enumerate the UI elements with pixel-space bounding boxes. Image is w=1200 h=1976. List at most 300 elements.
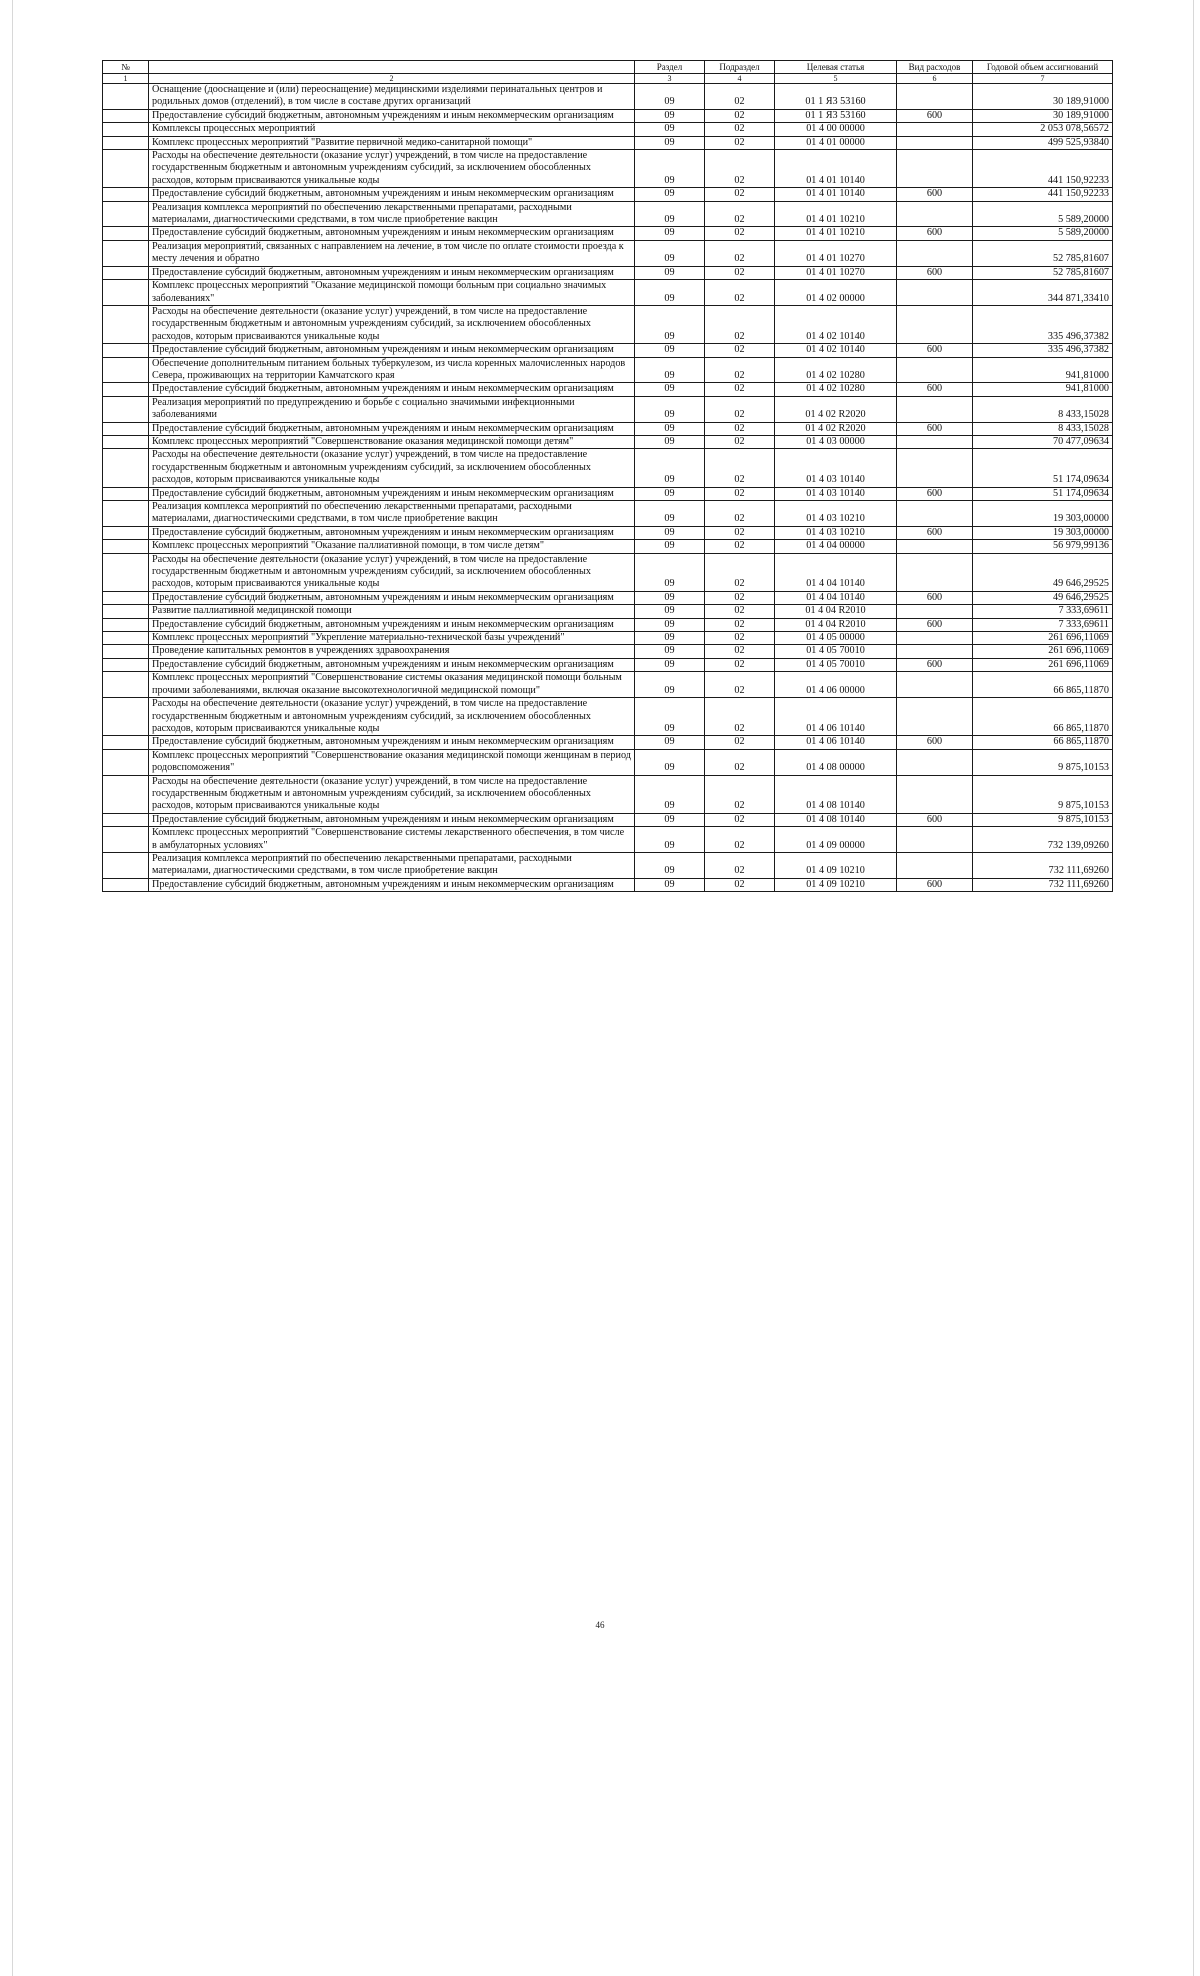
table-row: [103, 280, 1113, 306]
row-name-cell: Расходы на обеспечение деятельности (оказание услуг) учреждений, в том числе на предоставление государственным бюджетным и автономным учреждениям субсидий, за исключением обособленных расходов, которым присваиваются уникальные коды: [149, 553, 635, 591]
row-amount-cell: 7 333,69611: [973, 605, 1113, 618]
row-expense-cell: [897, 84, 973, 110]
row-expense-cell: 600: [897, 618, 973, 631]
row-number-cell: [103, 422, 149, 435]
row-podrazdel-cell: 02: [705, 227, 775, 240]
header-volume: Годовой объем ассигнований: [973, 61, 1113, 74]
row-razdel-cell: 09: [635, 240, 705, 266]
row-razdel-cell: 09: [635, 201, 705, 227]
row-expense-cell: [897, 240, 973, 266]
row-expense-cell: [897, 632, 973, 645]
row-number-cell: [103, 383, 149, 396]
row-target-cell: 01 4 06 10140: [775, 736, 897, 749]
row-podrazdel-cell: 02: [705, 658, 775, 671]
row-name-cell: Обеспечение дополнительным питанием больных туберкулезом, из числа коренных малочисленных народов Севера, проживающих на территории Камчатского края: [149, 357, 635, 383]
row-amount-cell: 66 865,11870: [973, 672, 1113, 698]
row-name-cell: Комплекс процессных мероприятий "Развитие первичной медико-санитарной помощи": [149, 136, 635, 149]
row-expense-cell: [897, 136, 973, 149]
row-target-cell: 01 4 02 10140: [775, 305, 897, 343]
row-target-cell: 01 4 02 00000: [775, 280, 897, 306]
row-name-cell: Предоставление субсидий бюджетным, автономным учреждениям и иным некоммерческим организациям: [149, 344, 635, 357]
row-razdel-cell: 09: [635, 357, 705, 383]
row-name-cell: Комплекс процессных мероприятий "Укрепление материально-технической базы учреждений": [149, 632, 635, 645]
row-razdel-cell: 09: [635, 813, 705, 826]
header-name: [149, 61, 635, 74]
row-podrazdel-cell: 02: [705, 344, 775, 357]
table-row: [103, 749, 1113, 775]
row-amount-cell: 9 875,10153: [973, 749, 1113, 775]
row-name-cell: Предоставление субсидий бюджетным, автономным учреждениям и иным некоммерческим организациям: [149, 422, 635, 435]
row-podrazdel-cell: 02: [705, 201, 775, 227]
row-amount-cell: 441 150,92233: [973, 188, 1113, 201]
row-target-cell: 01 4 09 10210: [775, 878, 897, 891]
row-razdel-cell: 09: [635, 605, 705, 618]
table-row: [103, 698, 1113, 736]
row-amount-cell: 261 696,11069: [973, 632, 1113, 645]
row-amount-cell: 66 865,11870: [973, 736, 1113, 749]
row-expense-cell: [897, 645, 973, 658]
row-amount-cell: 941,81000: [973, 383, 1113, 396]
row-number-cell: [103, 698, 149, 736]
table-row: [103, 852, 1113, 878]
row-target-cell: 01 4 08 10140: [775, 775, 897, 813]
row-amount-cell: 49 646,29525: [973, 591, 1113, 604]
row-podrazdel-cell: 02: [705, 487, 775, 500]
header-expense: Вид расходов: [897, 61, 973, 74]
table-row: [103, 109, 1113, 122]
table-row: [103, 591, 1113, 604]
header-row: [103, 61, 1113, 74]
row-razdel-cell: 09: [635, 449, 705, 487]
row-razdel-cell: 09: [635, 109, 705, 122]
row-podrazdel-cell: 02: [705, 280, 775, 306]
row-expense-cell: 600: [897, 878, 973, 891]
row-target-cell: 01 4 02 R2020: [775, 396, 897, 422]
row-amount-cell: 7 333,69611: [973, 618, 1113, 631]
row-target-cell: 01 1 Я3 53160: [775, 109, 897, 122]
row-amount-cell: 19 303,00000: [973, 526, 1113, 539]
row-amount-cell: 9 875,10153: [973, 813, 1113, 826]
row-name-cell: Предоставление субсидий бюджетным, автономным учреждениям и иным некоммерческим организациям: [149, 878, 635, 891]
row-number-cell: [103, 280, 149, 306]
table-row: [103, 240, 1113, 266]
row-name-cell: Проведение капитальных ремонтов в учреждениях здравоохранения: [149, 645, 635, 658]
row-expense-cell: [897, 305, 973, 343]
row-amount-cell: 52 785,81607: [973, 240, 1113, 266]
row-target-cell: 01 4 05 70010: [775, 645, 897, 658]
row-target-cell: 01 4 01 10140: [775, 188, 897, 201]
row-amount-cell: 941,81000: [973, 357, 1113, 383]
row-expense-cell: 600: [897, 658, 973, 671]
row-podrazdel-cell: 02: [705, 435, 775, 448]
row-razdel-cell: 09: [635, 487, 705, 500]
row-number-cell: [103, 357, 149, 383]
row-podrazdel-cell: 02: [705, 109, 775, 122]
row-target-cell: 01 4 06 10140: [775, 698, 897, 736]
row-razdel-cell: 09: [635, 383, 705, 396]
row-expense-cell: [897, 201, 973, 227]
row-razdel-cell: 09: [635, 736, 705, 749]
row-name-cell: Предоставление субсидий бюджетным, автономным учреждениям и иным некоммерческим организациям: [149, 266, 635, 279]
row-target-cell: 01 4 01 10270: [775, 266, 897, 279]
header-no: №: [103, 61, 149, 74]
page-number: 46: [595, 1620, 605, 1630]
table-row: [103, 188, 1113, 201]
row-name-cell: Развитие паллиативной медицинской помощи: [149, 605, 635, 618]
row-razdel-cell: 09: [635, 123, 705, 136]
row-podrazdel-cell: 02: [705, 698, 775, 736]
column-number: 2: [149, 74, 635, 84]
row-podrazdel-cell: 02: [705, 84, 775, 110]
row-podrazdel-cell: 02: [705, 136, 775, 149]
row-podrazdel-cell: 02: [705, 749, 775, 775]
row-expense-cell: [897, 852, 973, 878]
row-expense-cell: 600: [897, 487, 973, 500]
row-name-cell: Комплекс процессных мероприятий "Совершенствование системы лекарственного обеспечения, в том числе в амбулаторных условиях": [149, 827, 635, 853]
column-number: 7: [973, 74, 1113, 84]
row-target-cell: 01 4 01 00000: [775, 136, 897, 149]
row-number-cell: [103, 878, 149, 891]
row-podrazdel-cell: 02: [705, 813, 775, 826]
row-expense-cell: 600: [897, 526, 973, 539]
row-amount-cell: 732 111,69260: [973, 852, 1113, 878]
row-expense-cell: 600: [897, 591, 973, 604]
row-razdel-cell: 09: [635, 645, 705, 658]
row-expense-cell: 600: [897, 266, 973, 279]
row-target-cell: 01 4 05 00000: [775, 632, 897, 645]
row-expense-cell: [897, 827, 973, 853]
row-name-cell: Реализация комплекса мероприятий по обеспечению лекарственными препаратами, расходными материалами, диагностическими средствами, в том числе приобретение вакцин: [149, 852, 635, 878]
row-amount-cell: 5 589,20000: [973, 227, 1113, 240]
row-name-cell: Предоставление субсидий бюджетным, автономным учреждениям и иным некоммерческим организациям: [149, 813, 635, 826]
table-row: [103, 672, 1113, 698]
row-razdel-cell: 09: [635, 266, 705, 279]
row-target-cell: 01 4 02 10140: [775, 344, 897, 357]
row-number-cell: [103, 775, 149, 813]
header-podrazdel: Подраздел: [705, 61, 775, 74]
header-target: Целевая статья: [775, 61, 897, 74]
row-target-cell: 01 4 06 00000: [775, 672, 897, 698]
row-number-cell: [103, 123, 149, 136]
row-number-cell: [103, 526, 149, 539]
row-expense-cell: [897, 540, 973, 553]
column-number: 5: [775, 74, 897, 84]
table-row: [103, 736, 1113, 749]
row-name-cell: Предоставление субсидий бюджетным, автономным учреждениям и иным некоммерческим организациям: [149, 383, 635, 396]
row-amount-cell: 9 875,10153: [973, 775, 1113, 813]
row-number-cell: [103, 749, 149, 775]
row-name-cell: Предоставление субсидий бюджетным, автономным учреждениям и иным некоммерческим организациям: [149, 591, 635, 604]
row-target-cell: 01 4 02 R2020: [775, 422, 897, 435]
row-expense-cell: [897, 449, 973, 487]
row-target-cell: 01 4 03 00000: [775, 435, 897, 448]
row-target-cell: 01 4 03 10210: [775, 501, 897, 527]
row-number-cell: [103, 84, 149, 110]
row-podrazdel-cell: 02: [705, 618, 775, 631]
row-expense-cell: 600: [897, 109, 973, 122]
row-expense-cell: [897, 501, 973, 527]
row-name-cell: Комплекс процессных мероприятий "Совершенствование системы оказания медицинской помощи больным прочими заболеваниями, включая оказание высокотехнологичной медицинской помощи": [149, 672, 635, 698]
row-name-cell: Расходы на обеспечение деятельности (оказание услуг) учреждений, в том числе на предоставление государственным бюджетным и автономным учреждениям субсидий, за исключением обособленных расходов, которым присваиваются уникальные коды: [149, 150, 635, 188]
table-row: [103, 449, 1113, 487]
row-number-cell: [103, 852, 149, 878]
row-amount-cell: 499 525,93840: [973, 136, 1113, 149]
row-number-cell: [103, 605, 149, 618]
row-number-cell: [103, 201, 149, 227]
table-row: [103, 632, 1113, 645]
row-razdel-cell: 09: [635, 188, 705, 201]
row-expense-cell: [897, 553, 973, 591]
row-expense-cell: 600: [897, 422, 973, 435]
row-podrazdel-cell: 02: [705, 526, 775, 539]
row-number-cell: [103, 240, 149, 266]
table-row: [103, 501, 1113, 527]
row-podrazdel-cell: 02: [705, 357, 775, 383]
row-razdel-cell: 09: [635, 852, 705, 878]
row-razdel-cell: 09: [635, 526, 705, 539]
row-number-cell: [103, 150, 149, 188]
row-name-cell: Предоставление субсидий бюджетным, автономным учреждениям и иным некоммерческим организациям: [149, 227, 635, 240]
row-target-cell: 01 4 03 10210: [775, 526, 897, 539]
table-row: [103, 540, 1113, 553]
row-target-cell: 01 4 01 10270: [775, 240, 897, 266]
row-target-cell: 01 4 01 10210: [775, 227, 897, 240]
row-name-cell: Предоставление субсидий бюджетным, автономным учреждениям и иным некоммерческим организациям: [149, 188, 635, 201]
table-row: [103, 813, 1113, 826]
row-target-cell: 01 4 01 10140: [775, 150, 897, 188]
row-amount-cell: 8 433,15028: [973, 396, 1113, 422]
row-name-cell: Расходы на обеспечение деятельности (оказание услуг) учреждений, в том числе на предоставление государственным бюджетным и автономным учреждениям субсидий, за исключением обособленных расходов, которым присваиваются уникальные коды: [149, 449, 635, 487]
row-target-cell: 01 4 04 10140: [775, 591, 897, 604]
row-amount-cell: 5 589,20000: [973, 201, 1113, 227]
row-razdel-cell: 09: [635, 878, 705, 891]
row-number-cell: [103, 618, 149, 631]
column-number: 1: [103, 74, 149, 84]
row-number-cell: [103, 109, 149, 122]
row-number-cell: [103, 344, 149, 357]
row-amount-cell: 732 111,69260: [973, 878, 1113, 891]
row-name-cell: Предоставление субсидий бюджетным, автономным учреждениям и иным некоммерческим организациям: [149, 736, 635, 749]
row-number-cell: [103, 396, 149, 422]
row-target-cell: 01 4 04 10140: [775, 553, 897, 591]
row-expense-cell: 600: [897, 188, 973, 201]
row-name-cell: Реализация мероприятий, связанных с направлением на лечение, в том числе по оплате стоимости проезда к месту лечения и обратно: [149, 240, 635, 266]
row-amount-cell: 2 053 078,56572: [973, 123, 1113, 136]
row-target-cell: 01 4 08 00000: [775, 749, 897, 775]
row-number-cell: [103, 672, 149, 698]
row-podrazdel-cell: 02: [705, 632, 775, 645]
row-expense-cell: [897, 396, 973, 422]
row-podrazdel-cell: 02: [705, 672, 775, 698]
row-amount-cell: 8 433,15028: [973, 422, 1113, 435]
row-razdel-cell: 09: [635, 672, 705, 698]
row-expense-cell: [897, 150, 973, 188]
row-name-cell: Комплекс процессных мероприятий "Совершенствование оказания медицинской помощи детям": [149, 435, 635, 448]
row-expense-cell: [897, 357, 973, 383]
row-number-cell: [103, 632, 149, 645]
row-podrazdel-cell: 02: [705, 266, 775, 279]
row-razdel-cell: 09: [635, 553, 705, 591]
row-podrazdel-cell: 02: [705, 645, 775, 658]
row-number-cell: [103, 813, 149, 826]
row-amount-cell: 335 496,37382: [973, 344, 1113, 357]
table-row: [103, 605, 1113, 618]
row-expense-cell: [897, 280, 973, 306]
row-name-cell: Предоставление субсидий бюджетным, автономным учреждениям и иным некоммерческим организациям: [149, 526, 635, 539]
row-podrazdel-cell: 02: [705, 240, 775, 266]
table-row: [103, 344, 1113, 357]
row-razdel-cell: 09: [635, 827, 705, 853]
column-number: 4: [705, 74, 775, 84]
row-razdel-cell: 09: [635, 540, 705, 553]
row-number-cell: [103, 658, 149, 671]
row-target-cell: 01 4 02 10280: [775, 383, 897, 396]
row-podrazdel-cell: 02: [705, 422, 775, 435]
row-razdel-cell: 09: [635, 618, 705, 631]
row-podrazdel-cell: 02: [705, 827, 775, 853]
table-row: [103, 658, 1113, 671]
table-row: [103, 827, 1113, 853]
row-razdel-cell: 09: [635, 422, 705, 435]
row-number-cell: [103, 266, 149, 279]
row-name-cell: Предоставление субсидий бюджетным, автономным учреждениям и иным некоммерческим организациям: [149, 658, 635, 671]
table-row: [103, 775, 1113, 813]
row-expense-cell: [897, 749, 973, 775]
row-amount-cell: 49 646,29525: [973, 553, 1113, 591]
row-target-cell: 01 4 09 10210: [775, 852, 897, 878]
page-edge-left: [12, 0, 13, 1976]
row-razdel-cell: 09: [635, 698, 705, 736]
row-number-cell: [103, 227, 149, 240]
row-name-cell: Комплекс процессных мероприятий "Оказание паллиативной помощи, в том числе детям": [149, 540, 635, 553]
row-amount-cell: 261 696,11069: [973, 645, 1113, 658]
table-row: [103, 396, 1113, 422]
page-edge-right: [1193, 0, 1194, 1976]
row-name-cell: Предоставление субсидий бюджетным, автономным учреждениям и иным некоммерческим организациям: [149, 618, 635, 631]
column-number-row: [103, 74, 1113, 84]
row-number-cell: [103, 501, 149, 527]
row-number-cell: [103, 591, 149, 604]
table-row: [103, 227, 1113, 240]
row-name-cell: Реализация комплекса мероприятий по обеспечению лекарственными препаратами, расходными материалами, диагностическими средствами, в том числе приобретение вакцин: [149, 501, 635, 527]
row-target-cell: 01 4 03 10140: [775, 487, 897, 500]
row-target-cell: 01 4 01 10210: [775, 201, 897, 227]
row-amount-cell: 335 496,37382: [973, 305, 1113, 343]
table-row: [103, 84, 1113, 110]
row-razdel-cell: 09: [635, 749, 705, 775]
table-row: [103, 553, 1113, 591]
row-number-cell: [103, 188, 149, 201]
row-podrazdel-cell: 02: [705, 540, 775, 553]
row-name-cell: Оснащение (дооснащение и (или) переоснащение) медицинскими изделиями перинатальных центров и родильных домов (отделений), в том числе в составе других организаций: [149, 84, 635, 110]
row-name-cell: Расходы на обеспечение деятельности (оказание услуг) учреждений, в том числе на предоставление государственным бюджетным и автономным учреждениям субсидий, за исключением обособленных расходов, которым присваиваются уникальные коды: [149, 305, 635, 343]
row-expense-cell: [897, 605, 973, 618]
row-target-cell: 01 4 09 00000: [775, 827, 897, 853]
row-expense-cell: [897, 123, 973, 136]
row-amount-cell: 261 696,11069: [973, 658, 1113, 671]
column-number: 6: [897, 74, 973, 84]
row-amount-cell: 51 174,09634: [973, 487, 1113, 500]
table-row: [103, 878, 1113, 891]
row-number-cell: [103, 435, 149, 448]
row-expense-cell: [897, 698, 973, 736]
row-razdel-cell: 09: [635, 632, 705, 645]
row-podrazdel-cell: 02: [705, 553, 775, 591]
row-number-cell: [103, 540, 149, 553]
row-podrazdel-cell: 02: [705, 605, 775, 618]
table-row: [103, 383, 1113, 396]
row-number-cell: [103, 487, 149, 500]
row-name-cell: Реализация мероприятий по предупреждению и борьбе с социально значимыми инфекционными заболеваниями: [149, 396, 635, 422]
row-name-cell: Предоставление субсидий бюджетным, автономным учреждениям и иным некоммерческим организациям: [149, 109, 635, 122]
table-row: [103, 422, 1113, 435]
row-podrazdel-cell: 02: [705, 383, 775, 396]
row-podrazdel-cell: 02: [705, 852, 775, 878]
row-razdel-cell: 09: [635, 435, 705, 448]
row-target-cell: 01 4 08 10140: [775, 813, 897, 826]
row-amount-cell: 30 189,91000: [973, 109, 1113, 122]
row-razdel-cell: 09: [635, 658, 705, 671]
row-razdel-cell: 09: [635, 396, 705, 422]
row-amount-cell: 19 303,00000: [973, 501, 1113, 527]
table-row: [103, 150, 1113, 188]
row-razdel-cell: 09: [635, 227, 705, 240]
row-razdel-cell: 09: [635, 775, 705, 813]
row-amount-cell: 30 189,91000: [973, 84, 1113, 110]
table-row: [103, 487, 1113, 500]
row-target-cell: 01 4 05 70010: [775, 658, 897, 671]
table-row: [103, 645, 1113, 658]
row-name-cell: Расходы на обеспечение деятельности (оказание услуг) учреждений, в том числе на предоставление государственным бюджетным и автономным учреждениям субсидий, за исключением обособленных расходов, которым присваиваются уникальные коды: [149, 698, 635, 736]
row-name-cell: Комплекс процессных мероприятий "Оказание медицинской помощи больным при социально значимых заболеваниях": [149, 280, 635, 306]
row-podrazdel-cell: 02: [705, 305, 775, 343]
row-name-cell: Комплекс процессных мероприятий "Совершенствование оказания медицинской помощи женщинам в период родовспоможения": [149, 749, 635, 775]
row-podrazdel-cell: 02: [705, 775, 775, 813]
row-podrazdel-cell: 02: [705, 150, 775, 188]
row-podrazdel-cell: 02: [705, 123, 775, 136]
row-podrazdel-cell: 02: [705, 449, 775, 487]
row-number-cell: [103, 553, 149, 591]
row-number-cell: [103, 136, 149, 149]
row-name-cell: Расходы на обеспечение деятельности (оказание услуг) учреждений, в том числе на предоставление государственным бюджетным и автономным учреждениям субсидий, за исключением обособленных расходов, которым присваиваются уникальные коды: [149, 775, 635, 813]
row-razdel-cell: 09: [635, 150, 705, 188]
row-podrazdel-cell: 02: [705, 591, 775, 604]
row-target-cell: 01 4 04 R2010: [775, 605, 897, 618]
budget-table: [102, 60, 1113, 892]
row-amount-cell: 56 979,99136: [973, 540, 1113, 553]
row-expense-cell: 600: [897, 344, 973, 357]
row-expense-cell: 600: [897, 227, 973, 240]
row-expense-cell: [897, 775, 973, 813]
row-podrazdel-cell: 02: [705, 501, 775, 527]
row-target-cell: 01 4 00 00000: [775, 123, 897, 136]
row-expense-cell: [897, 435, 973, 448]
row-target-cell: 01 1 Я3 53160: [775, 84, 897, 110]
row-number-cell: [103, 736, 149, 749]
row-podrazdel-cell: 02: [705, 188, 775, 201]
row-amount-cell: 66 865,11870: [973, 698, 1113, 736]
row-podrazdel-cell: 02: [705, 878, 775, 891]
row-razdel-cell: 09: [635, 280, 705, 306]
row-amount-cell: 732 139,09260: [973, 827, 1113, 853]
row-number-cell: [103, 827, 149, 853]
table-row: [103, 305, 1113, 343]
row-amount-cell: 52 785,81607: [973, 266, 1113, 279]
row-expense-cell: 600: [897, 383, 973, 396]
row-target-cell: 01 4 04 R2010: [775, 618, 897, 631]
table-row: [103, 357, 1113, 383]
row-name-cell: Комплексы процессных мероприятий: [149, 123, 635, 136]
